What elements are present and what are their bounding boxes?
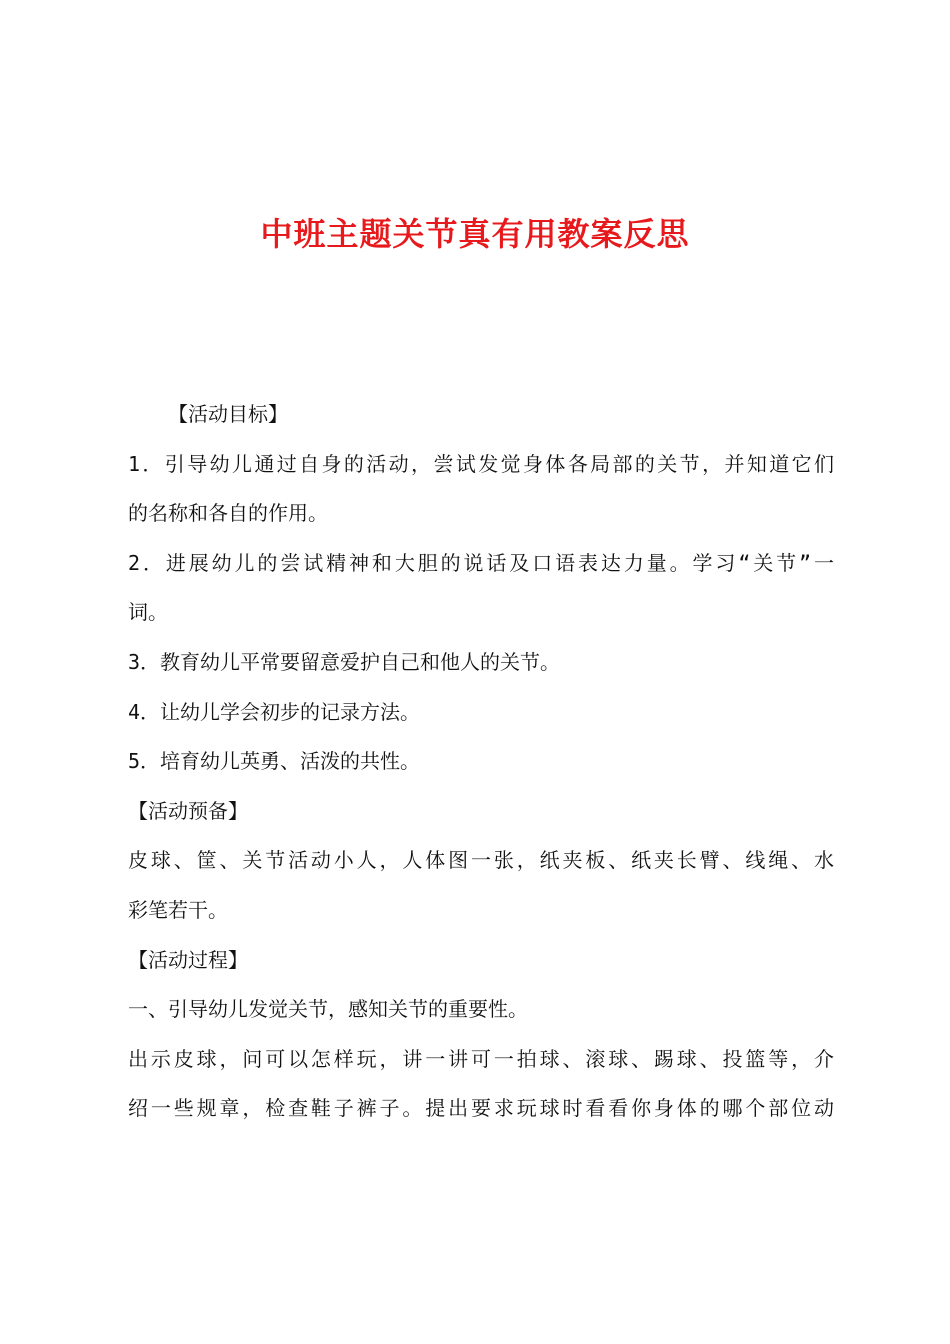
- paragraph-line: 出示皮球，问可以怎样玩，讲一讲可一拍球、滚球、踢球、投篮等，介: [128, 1046, 834, 1071]
- paragraph-line: 一、引导幼儿发觉关节，感知关节的重要性。: [128, 997, 528, 1022]
- section-heading-activity-goals: 【活动目标】: [168, 402, 288, 426]
- paragraph-line: 1．引导幼儿通过自身的活动，尝试发觉身体各局部的关节，并知道它们: [128, 451, 834, 476]
- paragraph-line: 2．进展幼儿的尝试精神和大胆的说话及口语表达力量。学习“关节”一: [128, 550, 834, 575]
- paragraph-line: 5．培育幼儿英勇、活泼的共性。: [128, 749, 421, 774]
- paragraph-line: 词。: [128, 600, 168, 625]
- document-body: [128, 390, 834, 1134]
- section-heading-activity-preparation: 【活动预备】: [128, 798, 248, 823]
- paragraph-line: 绍一些规章，检查鞋子裤子。提出要求玩球时看看你身体的哪个部位动: [128, 1096, 834, 1121]
- paragraph-line: 4．让幼儿学会初步的记录方法。: [128, 699, 421, 724]
- paragraph-line: 3．教育幼儿平常要留意爱护自己和他人的关节。: [128, 649, 561, 674]
- paragraph-line: 彩笔若干。: [128, 897, 228, 922]
- paragraph-line: 皮球、筐、关节活动小人，人体图一张，纸夹板、纸夹长臂、线绳、水: [128, 848, 834, 873]
- paragraph-line: 的名称和各自的作用。: [128, 501, 328, 526]
- document-title: 中班主题关节真有用教案反思: [260, 215, 690, 253]
- section-heading-activity-process: 【活动过程】: [128, 947, 248, 972]
